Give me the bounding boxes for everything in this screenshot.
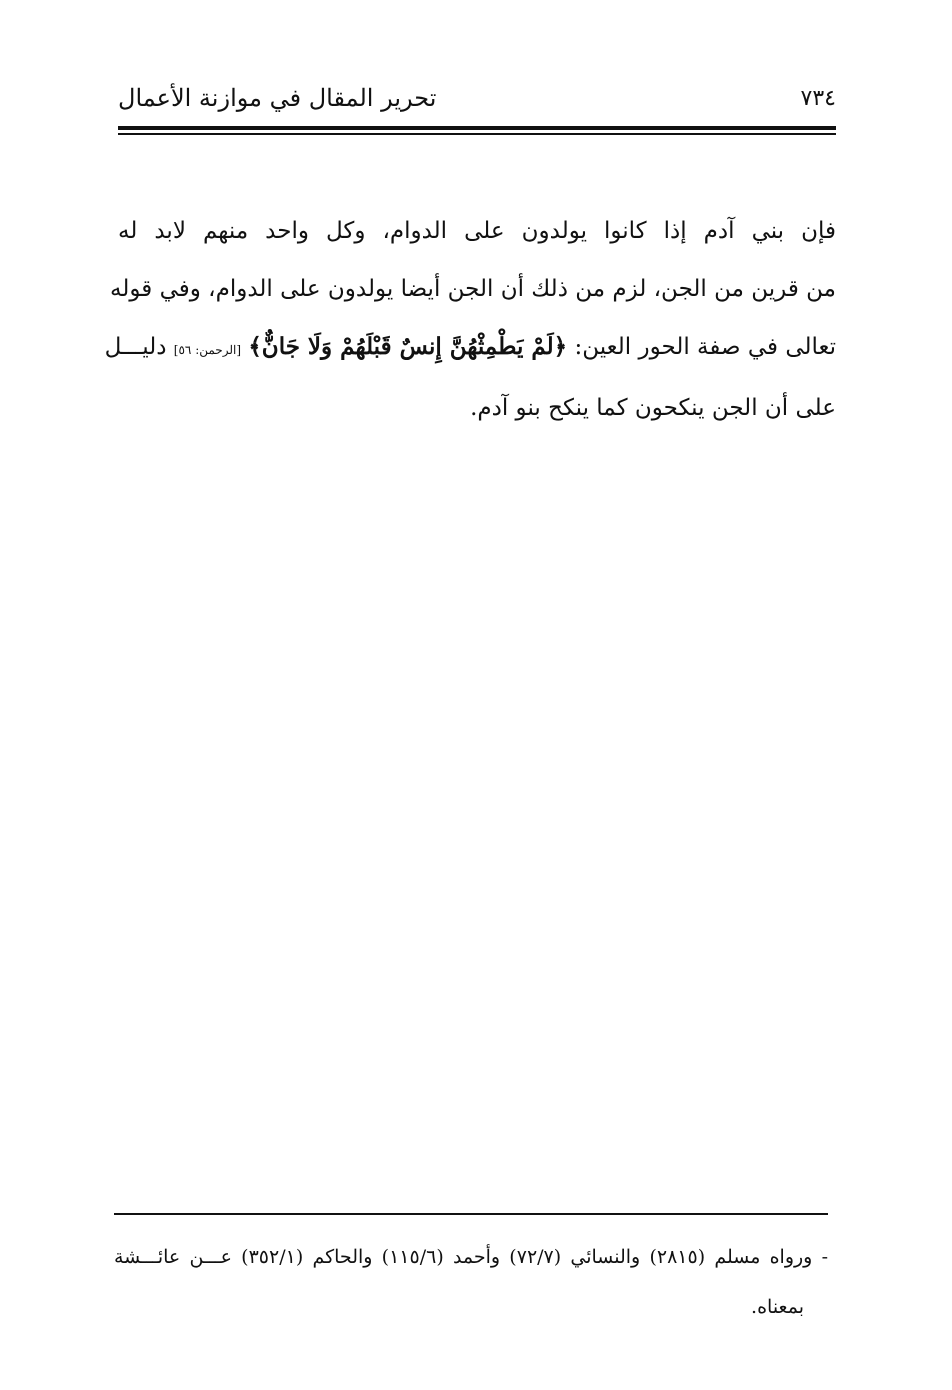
text-line-1: فإن بني آدم إذا كانوا يولدون على الدوام، وكل واحد منهم لابد له	[118, 218, 836, 244]
footnote-line-2: بمعناه.	[751, 1296, 804, 1318]
footnotes	[114, 1232, 828, 1332]
main-text	[104, 202, 836, 437]
header-rule-thin	[118, 133, 836, 135]
line3-trail-text: دليـــل	[104, 334, 167, 360]
text-line-3	[104, 318, 836, 379]
quran-verse: ﴿لَمْ يَطْمِثْهُنَّ إِنسٌ قَبْلَهُمْ وَلَا جَانٌّ﴾	[248, 333, 568, 360]
text-line-2: من قرين من الجن، لزم من ذلك أن الجن أيضا يولدون على الدوام، وفي قوله	[110, 276, 836, 302]
header-rule-thick	[118, 126, 836, 130]
text-line-4: على أن الجن ينكحون كما ينكح بنو آدم.	[470, 395, 836, 421]
footnote-separator	[114, 1213, 828, 1215]
surah-reference: [الرحمن: ٥٦]	[173, 343, 242, 357]
book-title: تحرير المقال في موازنة الأعمال	[118, 84, 437, 112]
footnote-line-1: - ورواه مسلم (٢٨١٥) والنسائي (٧٢/٧) وأحمد (١١٥/٦) والحاكم (٣٥٢/١) عـــن عائـــشة	[114, 1246, 828, 1268]
line3-lead-text: تعالى في صفة الحور العين:	[574, 334, 836, 360]
running-header	[118, 84, 836, 124]
page-number: ٧٣٤	[800, 86, 836, 111]
